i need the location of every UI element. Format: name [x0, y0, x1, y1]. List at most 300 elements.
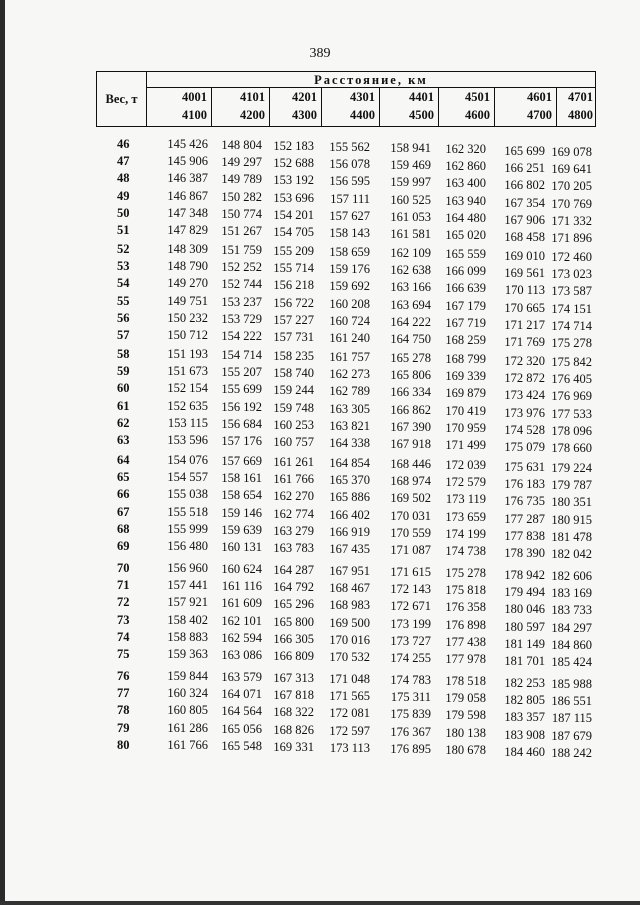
price-value: 170 959: [445, 420, 486, 435]
price-value: 169 502: [390, 491, 431, 506]
distance-range-header: [439, 88, 495, 126]
range-from: 4001: [182, 90, 207, 104]
price-value: 154 705: [273, 225, 314, 239]
weight-value: 61: [117, 398, 130, 413]
price-value: 150 712: [167, 328, 208, 342]
distance-range-header: [380, 88, 439, 126]
price-value: 169 339: [445, 369, 486, 384]
price-value: 173 424: [504, 388, 545, 403]
weight-value: 78: [117, 703, 130, 718]
price-value: 170 769: [551, 196, 592, 211]
price-value: 157 921: [167, 595, 208, 610]
price-value: 157 227: [273, 312, 314, 327]
price-value: 159 844: [167, 669, 208, 683]
price-value: 182 805: [504, 693, 545, 708]
weight-value: 64: [117, 453, 130, 467]
price-value: 152 154: [167, 381, 208, 396]
price-value: 156 480: [167, 539, 208, 553]
price-value: 175 631: [504, 460, 545, 474]
price-value: 180 046: [504, 602, 545, 617]
price-value: 160 525: [390, 192, 431, 207]
price-value: 164 792: [273, 580, 314, 595]
price-value: 177 838: [504, 528, 545, 543]
weight-value: 56: [117, 310, 130, 325]
price-value: 151 759: [221, 243, 262, 257]
price-value: 166 862: [390, 402, 431, 417]
price-value: 163 940: [445, 193, 486, 208]
price-value: 165 278: [390, 351, 431, 365]
price-value: 171 565: [329, 689, 370, 704]
price-value: 183 908: [504, 727, 545, 742]
weight-value: 54: [117, 276, 130, 291]
price-value: 171 499: [445, 438, 486, 452]
price-value: 168 322: [273, 705, 314, 720]
price-value: 179 598: [445, 708, 486, 723]
weight-value: 47: [117, 154, 130, 169]
price-value: 155 207: [221, 365, 262, 380]
price-value: 159 176: [329, 262, 370, 277]
price-value: 179 224: [551, 461, 592, 475]
price-value: 163 086: [221, 648, 262, 662]
price-value: 170 419: [445, 403, 486, 418]
price-value: 153 192: [273, 173, 314, 188]
price-value: 172 872: [504, 371, 545, 386]
price-value: 161 240: [329, 331, 370, 345]
price-value: 183 169: [551, 586, 592, 601]
price-value: 166 809: [273, 649, 314, 663]
price-value: 157 111: [330, 191, 370, 206]
price-value: 147 348: [167, 205, 208, 220]
price-value: 154 714: [221, 348, 262, 362]
price-value: 175 278: [445, 566, 486, 580]
price-value: 153 696: [273, 190, 314, 205]
price-value: 154 222: [221, 329, 262, 343]
weight-value: 79: [117, 720, 130, 735]
price-value: 150 774: [221, 206, 262, 221]
price-value: 165 806: [390, 368, 431, 383]
price-value: 165 548: [221, 738, 262, 753]
price-value: 159 363: [167, 647, 208, 661]
price-value: 175 079: [504, 440, 545, 454]
price-value: 170 113: [504, 283, 545, 298]
price-value: 156 722: [273, 295, 314, 310]
price-value: 174 738: [445, 544, 486, 558]
price-value: 181 478: [551, 529, 592, 544]
price-value: 165 800: [273, 614, 314, 629]
price-value: 162 860: [445, 159, 486, 174]
price-value: 165 559: [445, 247, 486, 261]
price-value: 162 594: [221, 630, 262, 645]
price-value: 161 581: [390, 227, 431, 241]
price-value: 173 659: [445, 509, 486, 524]
price-value: 179 058: [445, 691, 486, 706]
price-value: 176 898: [445, 617, 486, 632]
price-value: 160 208: [329, 296, 370, 311]
price-value: 175 818: [445, 583, 486, 598]
price-value: 164 287: [273, 563, 314, 577]
price-value: 158 402: [167, 612, 208, 627]
price-value: 166 402: [329, 507, 370, 522]
weight-value: 70: [117, 561, 130, 575]
price-value: 161 766: [273, 472, 314, 487]
price-value: 188 242: [551, 745, 592, 760]
price-value: 162 101: [221, 613, 262, 628]
price-value: 163 579: [221, 670, 262, 684]
price-value: 174 783: [390, 673, 431, 687]
price-value: 175 311: [390, 690, 431, 705]
scan-edge-bottom: [0, 901, 640, 905]
weight-value: 71: [117, 578, 130, 593]
price-value: 153 729: [221, 311, 262, 326]
price-value: 170 016: [329, 632, 370, 647]
price-value: 167 435: [329, 542, 370, 556]
price-value: 156 078: [329, 157, 370, 172]
price-value: 146 387: [167, 171, 208, 186]
price-value: 159 639: [221, 522, 262, 537]
price-value: 156 684: [221, 416, 262, 431]
price-value: 162 109: [390, 246, 431, 260]
price-value: 165 020: [445, 228, 486, 242]
price-value: 157 669: [221, 454, 262, 468]
price-value: 167 719: [445, 315, 486, 330]
range-to: 4300: [292, 108, 317, 122]
price-value: 156 960: [167, 561, 208, 575]
price-value: 164 071: [221, 687, 262, 702]
price-value: 157 441: [167, 578, 208, 593]
price-value: 158 235: [273, 349, 314, 363]
price-value: 182 606: [551, 569, 592, 583]
price-value: 154 557: [167, 470, 208, 485]
price-value: 157 731: [273, 330, 314, 344]
price-value: 169 561: [504, 266, 545, 281]
distance-range-header: [212, 88, 270, 126]
price-value: 151 267: [221, 224, 262, 238]
weight-value: 73: [117, 612, 130, 627]
price-value: 172 143: [390, 582, 431, 597]
price-value: 166 802: [504, 178, 545, 193]
weight-value: 53: [117, 259, 130, 274]
price-value: 162 320: [445, 142, 486, 156]
price-value: 161 053: [390, 209, 431, 224]
range-to: 4600: [465, 108, 490, 122]
price-value: 184 297: [551, 620, 592, 635]
weight-value: 62: [117, 415, 130, 430]
weight-value: 46: [117, 137, 130, 151]
price-value: 176 183: [504, 477, 545, 492]
price-value: 186 551: [551, 694, 592, 709]
weight-value: 59: [117, 364, 130, 379]
price-value: 164 222: [390, 314, 431, 329]
price-value: 174 255: [390, 651, 431, 665]
weight-value: 55: [117, 293, 130, 308]
price-value: 176 895: [390, 741, 431, 756]
price-value: 166 251: [504, 161, 545, 176]
price-value: 174 714: [551, 318, 592, 333]
distance-range-header: [322, 88, 380, 126]
price-value: 165 886: [329, 490, 370, 505]
weight-value: 48: [117, 171, 130, 186]
price-value: 148 804: [221, 138, 262, 152]
price-value: 166 099: [445, 264, 486, 279]
price-value: 161 116: [221, 579, 262, 594]
price-value: 150 282: [221, 189, 262, 204]
price-value: 169 331: [273, 739, 314, 754]
range-to: 4100: [182, 108, 207, 122]
price-value: 184 460: [504, 744, 545, 759]
price-value: 149 297: [221, 155, 262, 170]
price-value: 176 969: [551, 389, 592, 404]
price-value: 154 201: [273, 207, 314, 222]
table-header: [96, 71, 596, 127]
price-value: 174 528: [504, 422, 545, 437]
price-value: 169 010: [504, 249, 545, 263]
price-value: 157 627: [329, 208, 370, 223]
range-from: 4201: [292, 90, 317, 104]
price-value: 181 149: [504, 636, 545, 651]
price-value: 185 988: [551, 677, 592, 691]
price-value: 157 176: [221, 434, 262, 448]
price-value: 160 624: [221, 562, 262, 576]
price-value: 148 309: [167, 242, 208, 256]
price-value: 161 766: [167, 737, 208, 752]
price-value: 149 270: [167, 276, 208, 291]
price-value: 173 587: [551, 284, 592, 299]
price-value: 161 261: [273, 455, 314, 469]
price-value: 159 469: [390, 158, 431, 173]
price-value: 167 918: [390, 437, 431, 451]
price-value: 173 976: [504, 405, 545, 420]
price-value: 166 639: [445, 281, 486, 296]
price-value: 174 151: [551, 301, 592, 316]
price-value: 150 232: [167, 310, 208, 325]
price-value: 159 146: [221, 505, 262, 520]
price-value: 164 338: [329, 436, 370, 450]
price-value: 170 205: [551, 179, 592, 194]
price-value: 149 751: [167, 293, 208, 308]
price-value: 164 564: [221, 704, 262, 719]
price-value: 155 209: [273, 244, 314, 258]
price-value: 145 426: [167, 137, 208, 151]
weight-value: 57: [117, 328, 130, 342]
price-value: 168 983: [329, 598, 370, 613]
price-value: 168 458: [504, 230, 545, 244]
price-value: 167 906: [504, 212, 545, 227]
price-value: 163 821: [329, 418, 370, 433]
range-from: 4401: [409, 90, 434, 104]
weight-value: 63: [117, 433, 130, 447]
price-value: 171 615: [390, 565, 431, 579]
price-value: 158 654: [221, 488, 262, 503]
price-value: 171 896: [551, 231, 592, 245]
price-value: 177 287: [504, 511, 545, 526]
price-value: 167 951: [329, 564, 370, 578]
price-value: 177 533: [551, 406, 592, 421]
price-value: 153 596: [167, 433, 208, 447]
price-value: 172 597: [329, 723, 370, 738]
price-value: 168 259: [445, 333, 486, 347]
price-value: 163 783: [273, 541, 314, 555]
price-value: 149 789: [221, 172, 262, 187]
price-value: 162 273: [329, 367, 370, 382]
weight-value: 75: [117, 647, 130, 661]
distance-range-header: [495, 88, 557, 126]
price-value: 171 332: [551, 213, 592, 228]
price-value: 178 660: [551, 441, 592, 455]
range-from: 4601: [527, 90, 552, 104]
price-value: 155 714: [273, 261, 314, 276]
weight-value: 80: [117, 737, 130, 752]
price-value: 180 597: [504, 619, 545, 634]
price-value: 158 740: [273, 366, 314, 381]
price-value: 177 438: [445, 634, 486, 649]
price-value: 171 087: [390, 543, 431, 557]
price-value: 173 119: [445, 492, 486, 507]
price-value: 175 278: [551, 336, 592, 350]
weight-value: 49: [117, 188, 130, 203]
price-value: 167 179: [445, 298, 486, 313]
weight-value: 51: [117, 223, 130, 237]
price-value: 176 735: [504, 494, 545, 509]
price-value: 180 915: [551, 512, 592, 527]
price-value: 156 192: [221, 399, 262, 414]
price-value: 156 595: [329, 174, 370, 189]
weight-value: 69: [117, 539, 130, 553]
price-value: 161 609: [221, 596, 262, 611]
price-value: 173 113: [329, 740, 370, 755]
price-value: 155 699: [221, 382, 262, 397]
weight-value: 72: [117, 595, 130, 610]
price-value: 152 744: [221, 277, 262, 292]
price-value: 155 518: [167, 504, 208, 519]
price-value: 173 023: [551, 267, 592, 282]
range-from: 4101: [240, 90, 265, 104]
price-value: 169 078: [551, 145, 592, 159]
range-to: 4400: [350, 108, 375, 122]
price-value: 163 694: [390, 297, 431, 312]
price-value: 178 518: [445, 674, 486, 688]
price-value: 180 678: [445, 742, 486, 757]
price-value: 166 919: [329, 524, 370, 539]
price-value: 172 081: [329, 706, 370, 721]
price-value: 152 252: [221, 260, 262, 275]
price-value: 175 839: [390, 707, 431, 722]
price-value: 156 218: [273, 278, 314, 293]
price-value: 176 367: [390, 724, 431, 739]
weight-value: 58: [117, 347, 130, 361]
price-value: 164 854: [329, 456, 370, 470]
distance-range-header: [270, 88, 322, 126]
price-value: 145 906: [167, 154, 208, 169]
price-value: 173 727: [390, 633, 431, 648]
price-value: 167 313: [273, 671, 314, 685]
price-value: 158 143: [329, 226, 370, 240]
range-to: 4500: [409, 108, 434, 122]
price-value: 153 237: [221, 294, 262, 309]
price-value: 187 115: [551, 711, 592, 726]
price-value: 181 701: [504, 654, 545, 668]
price-value: 158 659: [329, 245, 370, 259]
page-number: 389: [309, 46, 331, 61]
price-value: 160 131: [221, 540, 262, 554]
price-value: 182 253: [504, 676, 545, 690]
weight-value: 66: [117, 487, 130, 502]
price-value: 179 494: [504, 585, 545, 600]
price-value: 170 532: [329, 650, 370, 664]
price-value: 171 048: [329, 672, 370, 686]
price-value: 168 826: [273, 722, 314, 737]
price-value: 182 042: [551, 547, 592, 561]
price-value: 159 692: [329, 279, 370, 294]
price-value: 173 199: [390, 616, 431, 631]
price-value: 169 641: [551, 162, 592, 177]
weight-value: 76: [117, 669, 130, 683]
price-value: 159 244: [273, 383, 314, 398]
price-value: 151 673: [167, 364, 208, 379]
price-value: 163 279: [273, 523, 314, 538]
price-value: 184 860: [551, 637, 592, 652]
price-value: 160 324: [167, 686, 208, 701]
distance-header: Расстояние, км: [147, 72, 595, 88]
range-from: 4501: [465, 90, 490, 104]
price-value: 179 787: [551, 478, 592, 493]
price-value: 167 354: [504, 195, 545, 210]
price-value: 170 559: [390, 525, 431, 540]
price-value: 180 138: [445, 725, 486, 740]
price-value: 178 390: [504, 546, 545, 560]
weight-value: 50: [117, 205, 130, 220]
price-value: 165 296: [273, 597, 314, 612]
price-value: 168 799: [445, 352, 486, 366]
price-value: 167 390: [390, 419, 431, 434]
price-value: 163 400: [445, 176, 486, 191]
price-value: 161 757: [329, 350, 370, 364]
price-value: 160 253: [273, 417, 314, 432]
price-value: 171 217: [504, 317, 545, 332]
price-value: 148 790: [167, 259, 208, 274]
weight-value: 68: [117, 521, 130, 536]
price-value: 178 942: [504, 568, 545, 582]
price-value: 172 460: [551, 250, 592, 264]
price-value: 167 818: [273, 688, 314, 703]
weight-value: 74: [117, 629, 130, 644]
price-value: 185 424: [551, 655, 592, 669]
price-value: 168 974: [390, 474, 431, 489]
weight-value: 67: [117, 504, 130, 519]
price-value: 168 446: [390, 457, 431, 471]
price-value: 147 829: [167, 223, 208, 237]
price-value: 172 671: [390, 599, 431, 614]
price-value: 152 688: [273, 156, 314, 171]
weight-value: 52: [117, 242, 130, 256]
price-value: 146 867: [167, 188, 208, 203]
price-value: 158 161: [221, 471, 262, 486]
scan-edge-left: [0, 0, 5, 905]
price-value: 177 978: [445, 652, 486, 666]
price-value: 172 579: [445, 475, 486, 490]
range-to: 4800: [568, 108, 593, 122]
price-value: 168 467: [329, 581, 370, 596]
price-value: 158 941: [390, 141, 431, 155]
price-value: 154 076: [167, 453, 208, 467]
price-value: 166 334: [390, 385, 431, 400]
range-from: 4701: [568, 90, 593, 104]
weight-value: 77: [117, 686, 130, 701]
price-value: 163 166: [390, 280, 431, 295]
range-from: 4301: [350, 90, 375, 104]
price-value: 176 405: [551, 372, 592, 387]
price-value: 160 757: [273, 435, 314, 449]
price-value: 155 562: [329, 140, 370, 154]
